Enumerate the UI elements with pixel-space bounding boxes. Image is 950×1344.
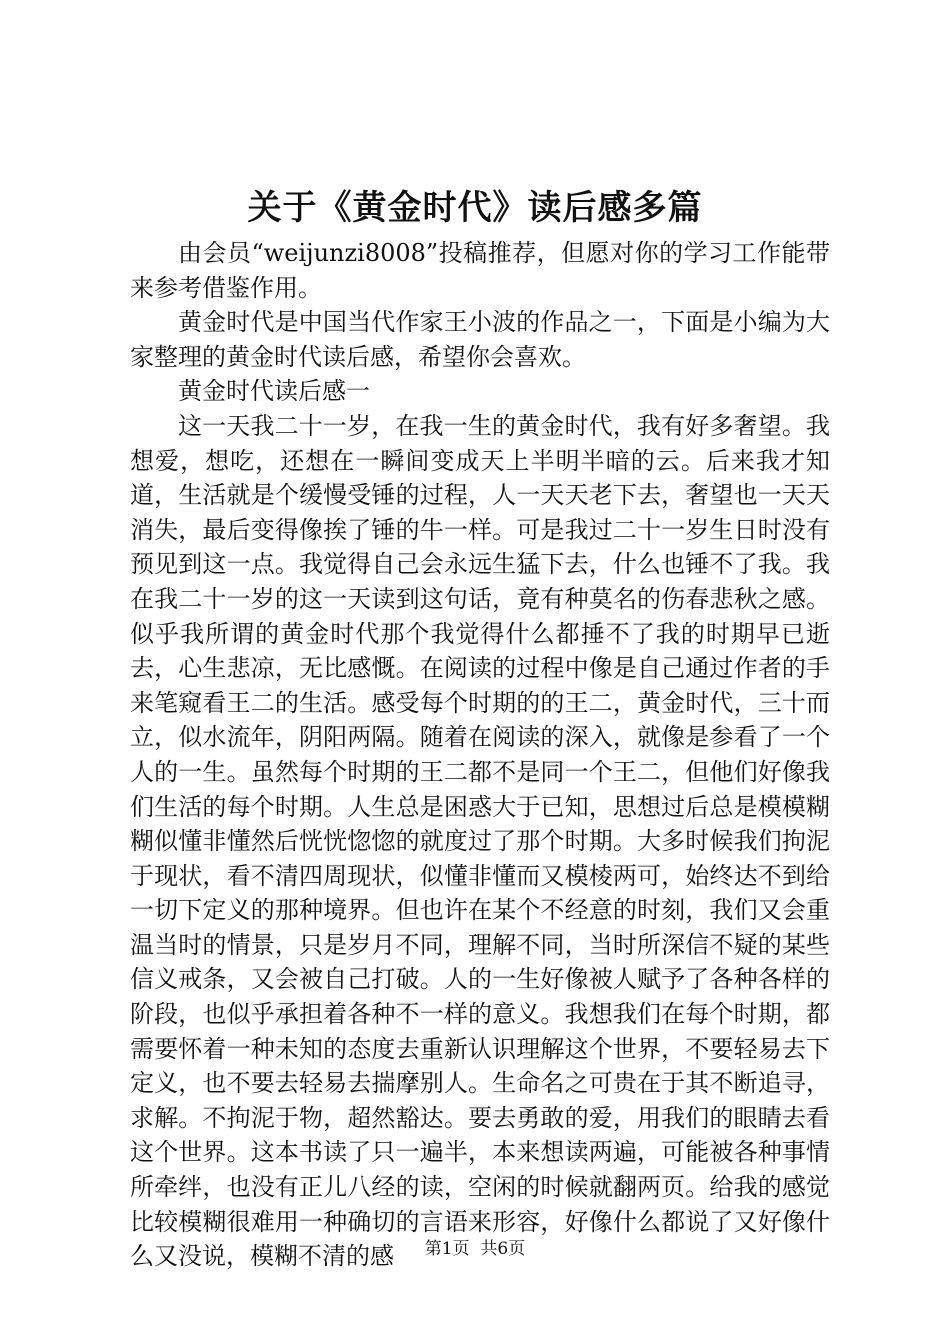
page-number: 第1页	[424, 1239, 470, 1259]
page-footer	[0, 1237, 950, 1261]
body-paragraph: 这一天我二十一岁，在我一生的黄金时代，我有好多奢望。我想爱，想吃，还想在一瞬间变成天上半明半暗的云。后来我才知道，生活就是个缓慢受锤的过程，人一天天老下去，奢望也一天天消失，最后变得像挨了锤的牛一样。可是我过二十一岁生日时没有预见到这一点。我觉得自己会永远生猛下去，什么也锤不了我。我在我二十一岁的这一天读到这句话，竟有种莫名的伤春悲秋之感。似乎我所谓的黄金时代那个我觉得什么都捶不了我的时期早已逝去，心生悲凉，无比感慨。在阅读的过程中像是自己通过作者的手来笔窥看王二的生活。感受每个时期的的王二，黄金时代，三十而立，似水流年，阴阳两隔。随着在阅读的深入，就像是参看了一个人的一生。虽然每个时期的王二都不是同一个王二，但他们好像我们生活的每个时期。人生总是困惑大于已知，思想过后总是模模糊糊似懂非懂然后恍恍惚惚的就度过了那个时期。大多时候我们拘泥于现状，看不清四周现状，似懂非懂而又模棱两可，始终达不到给一切下定义的那种境界。但也许在某个不经意的时刻，我们又会重温当时的情景，只是岁月不同，理解不同，当时所深信不疑的某些信义戒条，又会被自己打破。人的一生好像被人赋予了各种各样的阶段，也似乎承担着各种不一样的意义。我想我们在每个时期，都需要怀着一种未知的态度去重新认识理解这个世界，不要轻易去下定义，也不要去轻易去揣摩别人。生命名之可贵在于其不断追寻，求解。不拘泥于物，超然豁达。要去勇敢的爱，用我们的眼睛去看这个世界。这本书读了只一遍半，本来想读两遍，可能被各种事情所牵绊，也没有正儿八经的读，空闲的时候就翻两页。给我的感觉比较模糊很难用一种确切的言语来形容，好像什么都说了又好像什么又没说，模糊不清的感	[130, 411, 830, 1271]
document-body	[130, 236, 830, 1274]
section-heading: 黄金时代读后感一	[178, 377, 370, 406]
document-title: 关于《黄金时代》读后感多篇	[247, 188, 703, 228]
summary-paragraph: 黄金时代是中国当代作家王小波的作品之一，下面是小编为大家整理的黄金时代读后感，希望你会喜欢。	[130, 308, 830, 371]
intro-paragraph: 由会员“weijunzi8008”投稿推荐，但愿对你的学习工作能带来参考借鉴作用。	[130, 239, 830, 302]
page-total: 共6页	[480, 1239, 526, 1259]
